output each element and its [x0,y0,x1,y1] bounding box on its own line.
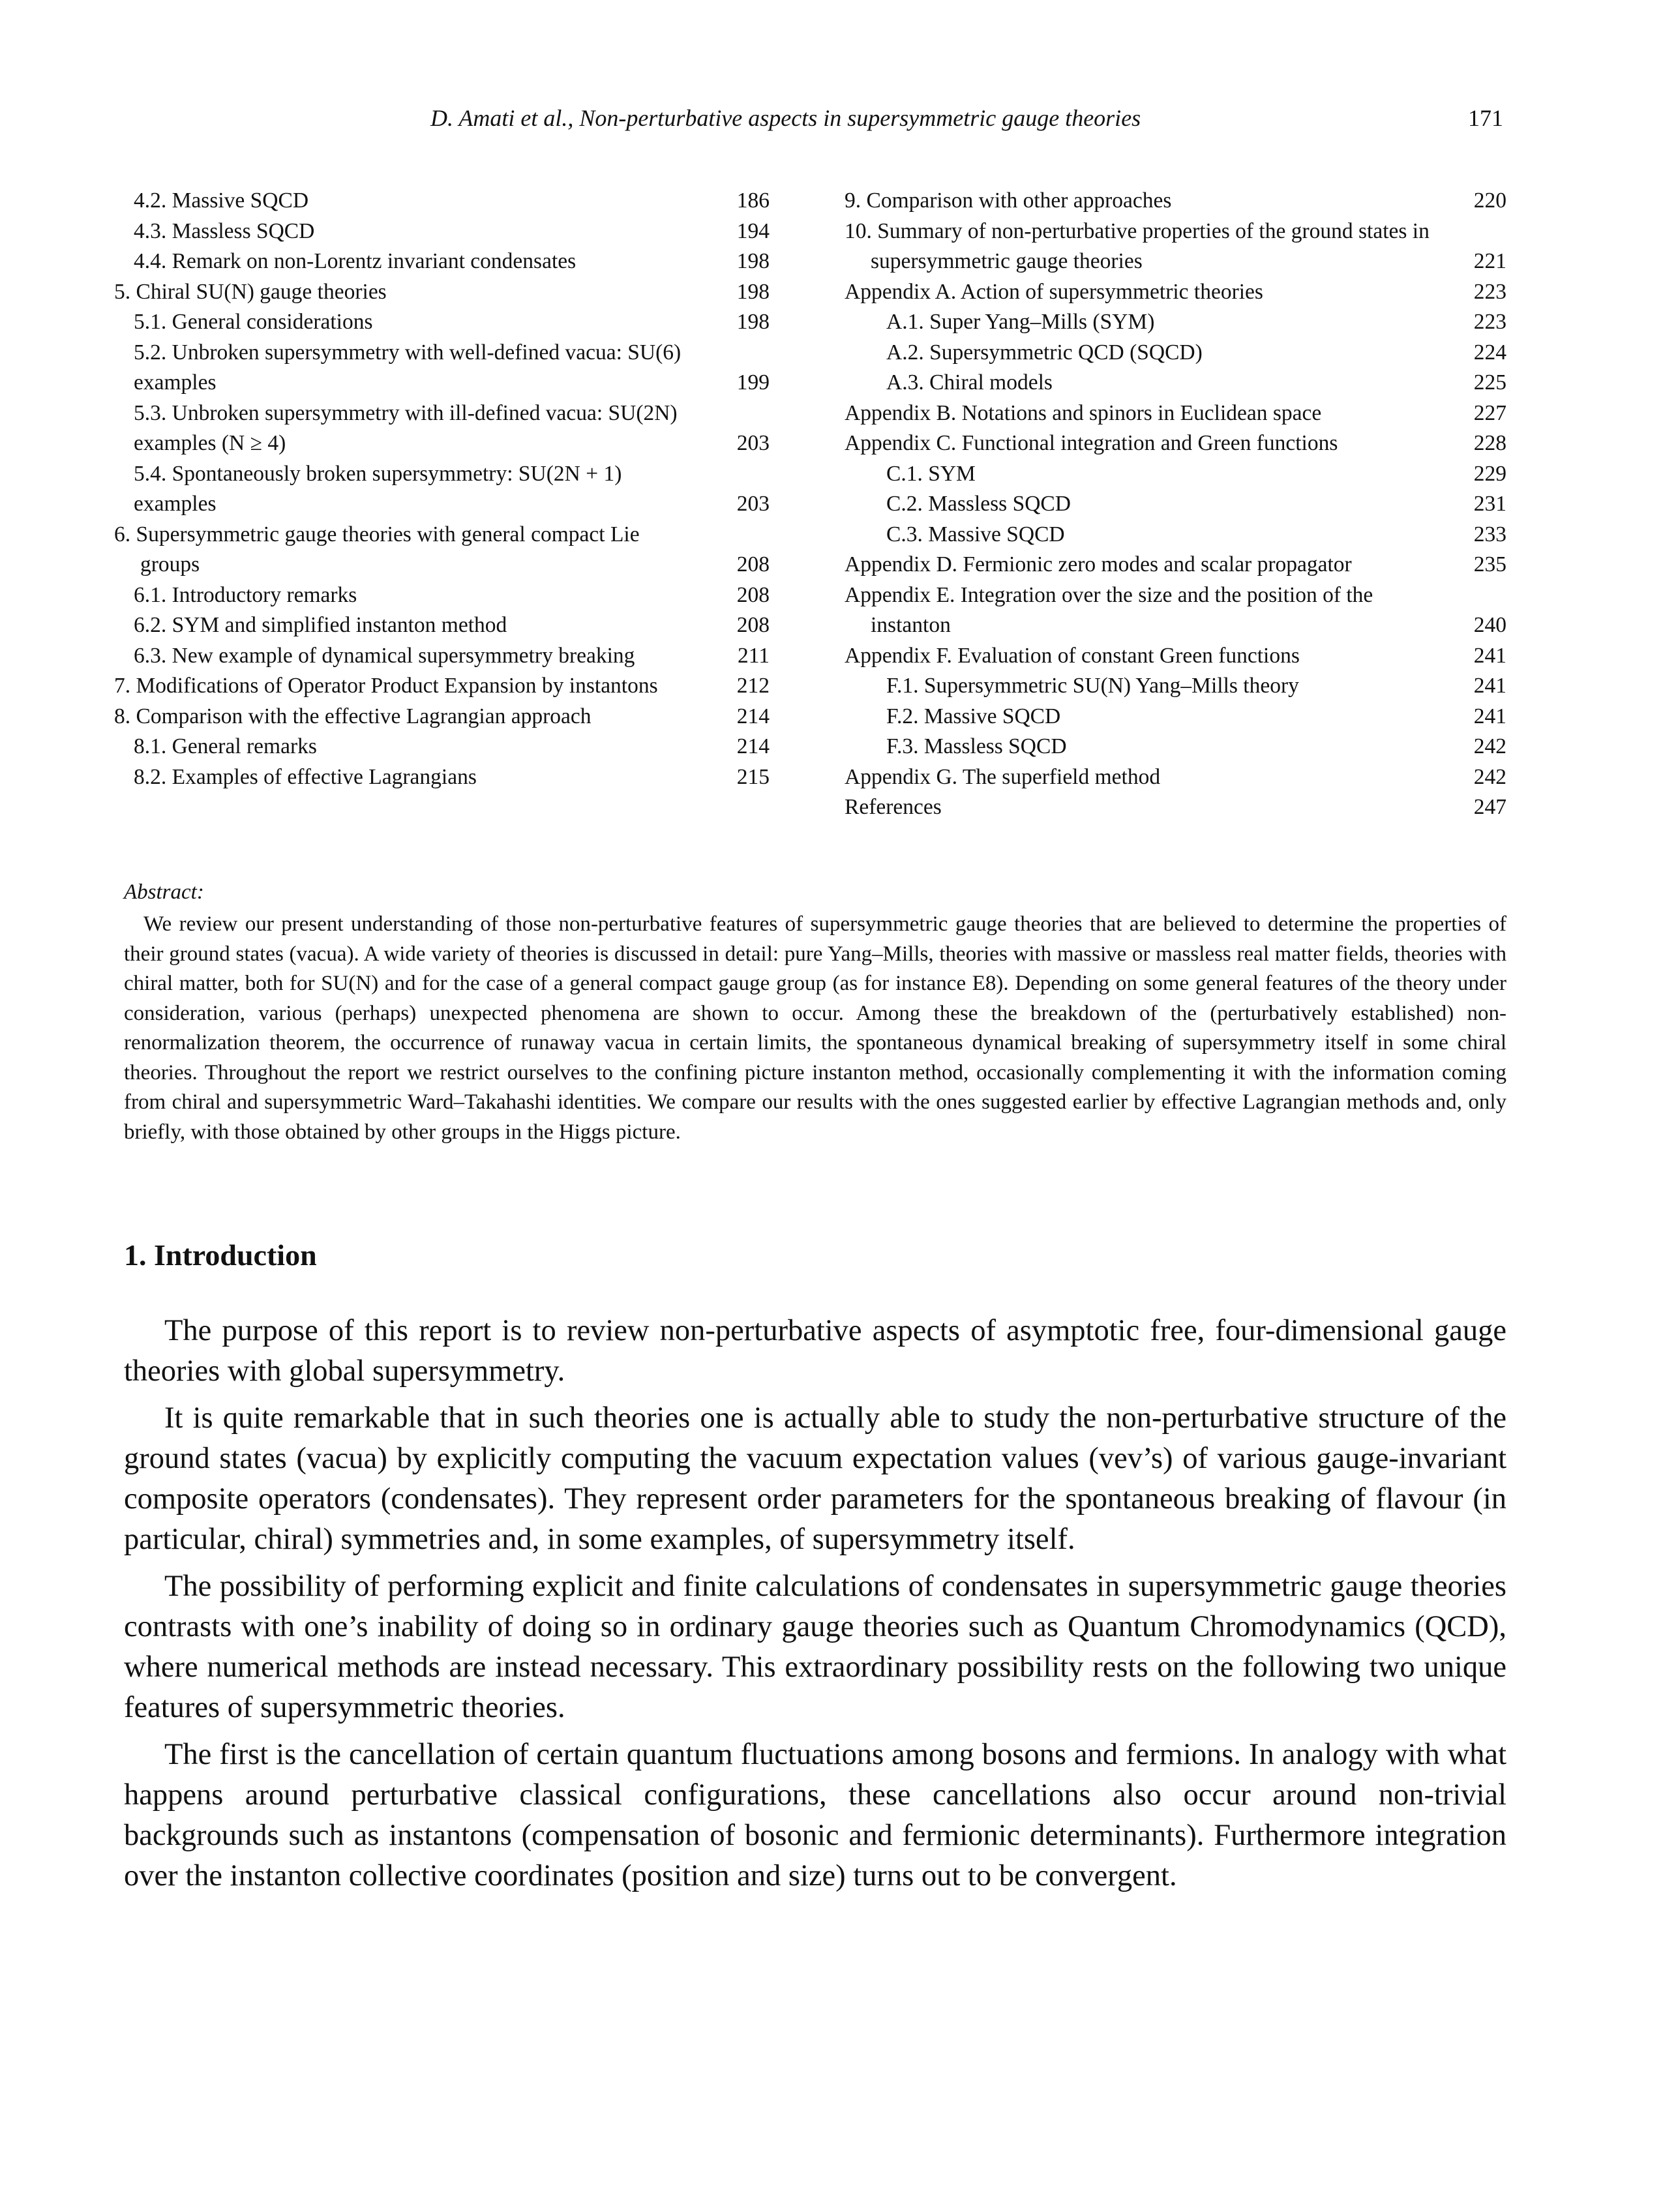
toc-entry-page: 241 [1473,643,1506,668]
toc-entry-title: 4.4. Remark on non-Lorentz invariant condensates [134,249,577,273]
toc-entry-page: 229 [1473,461,1506,486]
toc-entry-title: 5.3. Unbroken supersymmetry with ill-defined vacua: SU(2N) examples (N ≥ 4) [134,400,678,455]
toc-entry-page: 214 [736,704,770,728]
toc-entry [845,550,1506,580]
toc-entry [134,217,770,247]
toc-entry [845,762,1506,793]
toc-entry-page: 199 [736,370,770,395]
toc-entry-page: 242 [1473,734,1506,758]
toc-entry-page: 212 [736,674,770,698]
toc-entry-page: 240 [1473,613,1506,637]
toc-entry-page: 198 [736,279,770,304]
running-head-title: D. Amati et al., Non-perturbative aspects in supersymmetric gauge theories [430,105,1141,131]
toc-entry-page: 211 [737,643,770,668]
toc-entry-title: C.1. SYM [886,461,976,486]
toc-entry-title: F.1. Supersymmetric SU(N) Yang–Mills theory [886,674,1299,698]
toc-entry [134,580,770,611]
toc-entry [886,459,1506,490]
toc-entry-title: Appendix D. Fermionic zero modes and scalar propagator [845,552,1352,576]
toc-entry [886,338,1506,368]
toc-entry [845,398,1506,429]
toc-entry [886,732,1506,762]
toc-entry-page: 247 [1473,795,1506,819]
toc-entry [886,307,1506,338]
toc-entry-page: 233 [1473,522,1506,546]
toc-entry-title: 6.2. SYM and simplified instanton method [134,613,507,637]
toc-entry [845,277,1506,308]
toc-entry [134,732,770,762]
toc-entry-page: 203 [736,431,770,455]
toc-entry [845,428,1506,459]
toc-entry [114,671,770,702]
toc-entry-title: 6. Supersymmetric gauge theories with general compact Lie groups [114,522,640,576]
toc-entry-page: 223 [1473,310,1506,334]
toc-entry-title: 6.3. New example of dynamical supersymmetry breaking [134,643,635,668]
body-paragraph: The purpose of this report is to review non-perturbative aspects of asymptotic free, four-dimensional gauge theories with global supersymmetry. [124,1314,1506,1388]
toc-entry [845,792,1506,823]
toc-entry-page: 215 [736,764,770,789]
toc-entry-title: 5.2. Unbroken supersymmetry with well-defined vacua: SU(6) examples [134,340,682,395]
body-paragraph: It is quite remarkable that in such theories one is actually able to study the non-perturbative structure of the ground states (vacua) by explicitly computing the vacuum expectation values (vev’s) of various gauge-invariant composite operators (condensates). They represent order parameters for the spontaneous breaking of flavour (in particular, chiral) symmetries and, in some examples, of supersymmetry itself. [124,1401,1506,1556]
toc-entry-page: 241 [1473,704,1506,728]
toc-entry-title: 8.2. Examples of effective Lagrangians [134,764,477,789]
toc-entry [134,247,770,277]
toc-entry-page: 242 [1473,764,1506,789]
toc-entry [114,520,770,580]
toc-entry-page: 194 [736,218,770,243]
toc-entry-title: Appendix F. Evaluation of constant Green functions [845,643,1300,668]
toc-entry-page: 231 [1473,492,1506,516]
toc-entry-page: 224 [1473,340,1506,365]
toc-entry [134,338,770,398]
toc-entry-title: 5. Chiral SU(N) gauge theories [114,279,387,304]
page-number: 171 [1468,105,1503,131]
toc-entry [134,459,770,520]
toc-entry-page: 235 [1473,552,1506,576]
toc-entry-page: 223 [1473,279,1506,304]
running-header [0,104,1663,143]
toc-entry-title: 9. Comparison with other approaches [845,188,1172,213]
toc-entry-title: 4.2. Massive SQCD [134,188,309,213]
toc-entry-title: 8. Comparison with the effective Lagrangian approach [114,704,592,728]
toc-entry-title: F.3. Massless SQCD [886,734,1067,758]
toc-entry-title: Appendix E. Integration over the size and the position of the instanton [845,582,1373,637]
toc-entry-title: 10. Summary of non-perturbative properties of the ground states in supersymmetric gauge theories [845,218,1430,273]
toc-entry-title: A.2. Supersymmetric QCD (SQCD) [886,340,1203,365]
toc-entry-page: 228 [1473,431,1506,455]
toc-entry [134,186,770,217]
toc-entry-title: C.3. Massive SQCD [886,522,1065,546]
toc-entry-title: A.1. Super Yang–Mills (SYM) [886,310,1155,334]
toc-entry-page: 208 [736,552,770,576]
toc-entry [134,762,770,793]
toc-column-right [845,186,1506,823]
section-heading: 1. Introduction [124,1238,317,1272]
abstract-label: Abstract: [124,880,204,904]
toc-entry [134,641,770,672]
toc-entry [114,277,770,308]
toc-entry-page: 227 [1473,400,1506,425]
toc-entry-page: 208 [736,613,770,637]
toc-entry-title: 6.1. Introductory remarks [134,582,357,607]
body-paragraph: The possibility of performing explicit and finite calculations of condensates in supersymmetric gauge theories contrasts with one’s inability of doing so in ordinary gauge theories such as Quantum Chromodynamics (QCD), where numerical methods are instead necessary. This extraordinary possibility rests on the following two unique features of supersymmetric theories. [124,1570,1506,1724]
toc-entry-title: Appendix G. The superfield method [845,764,1161,789]
toc-entry [886,520,1506,550]
toc-entry-page: 221 [1473,249,1506,273]
abstract-text: We review our present understanding of those non-perturbative features of supersymmetric gauge theories that are believed to determine the properties of their ground states (vacua). A wide variety of theories is discussed in detail: pure Yang–Mills, theories with massive or massless real matter fields, theories with chiral matter, both for SU(N) and for the case of a general compact gauge group (as for instance E8). Depending on some general features of the theory under consideration, various (perhaps) unexpected phenomena are shown to occur. Among these the breakdown of the (perturbatively established) non-renormalization theorem, the occurrence of runaway vacua in certain limits, the spontaneous dynamical breaking of supersymmetry itself in some chiral theories. Throughout the report we restrict ourselves to the confining picture instanton method, occasionally complementing it with the information coming from chiral and supersymmetric Ward–Takahashi identities. We compare our results with the ones suggested earlier by effective Lagrangian methods and, only briefly, with those obtained by other groups in the Higgs picture. [124,912,1506,1144]
toc-entry-page: 198 [736,310,770,334]
toc-entry [845,217,1506,277]
toc-entry-title: C.2. Massless SQCD [886,492,1071,516]
toc-entry [886,671,1506,702]
toc-entry-title: Appendix C. Functional integration and Green functions [845,431,1338,455]
toc-entry-page: 203 [736,492,770,516]
toc-entry-page: 225 [1473,370,1506,395]
toc-entry-title: 4.3. Massless SQCD [134,218,315,243]
toc-entry [845,641,1506,672]
toc-entry [845,580,1506,641]
toc-entry-title: References [845,795,942,819]
toc-entry-page: 241 [1473,674,1506,698]
toc-entry [886,368,1506,398]
body-paragraph: The first is the cancellation of certain quantum fluctuations among bosons and fermions. In analogy with what happens around perturbative classical configurations, these cancellations also occur around non-trivial backgrounds such as instantons (compensation of bosonic and fermionic determinants). Furthermore integration over the instanton collective coordinates (position and size) turns out to be convergent. [124,1738,1506,1892]
toc-entry [134,307,770,338]
toc-entry-title: 5.1. General considerations [134,310,373,334]
toc-entry-page: 214 [736,734,770,758]
toc-entry [886,702,1506,732]
toc-entry-title: F.2. Massive SQCD [886,704,1061,728]
toc-entry [134,610,770,641]
section-body [124,1311,1506,1903]
toc-entry-title: Appendix A. Action of supersymmetric theories [845,279,1263,304]
toc-entry-title: 8.1. General remarks [134,734,317,758]
toc-entry [886,489,1506,520]
toc-column-left [114,186,770,792]
toc-entry [114,702,770,732]
toc-entry-title: A.3. Chiral models [886,370,1053,395]
abstract [124,877,1506,1147]
toc-entry-title: 7. Modifications of Operator Product Expansion by instantons [114,674,658,698]
toc-entry-page: 220 [1473,188,1506,213]
toc-entry-page: 208 [736,582,770,607]
toc-entry-title: 5.4. Spontaneously broken supersymmetry: SU(2N + 1) examples [134,461,622,516]
toc-entry [134,398,770,459]
toc-entry-title: Appendix B. Notations and spinors in Euclidean space [845,400,1322,425]
toc-entry-page: 198 [736,249,770,273]
toc-entry-page: 186 [736,188,770,213]
toc-entry [845,186,1506,217]
